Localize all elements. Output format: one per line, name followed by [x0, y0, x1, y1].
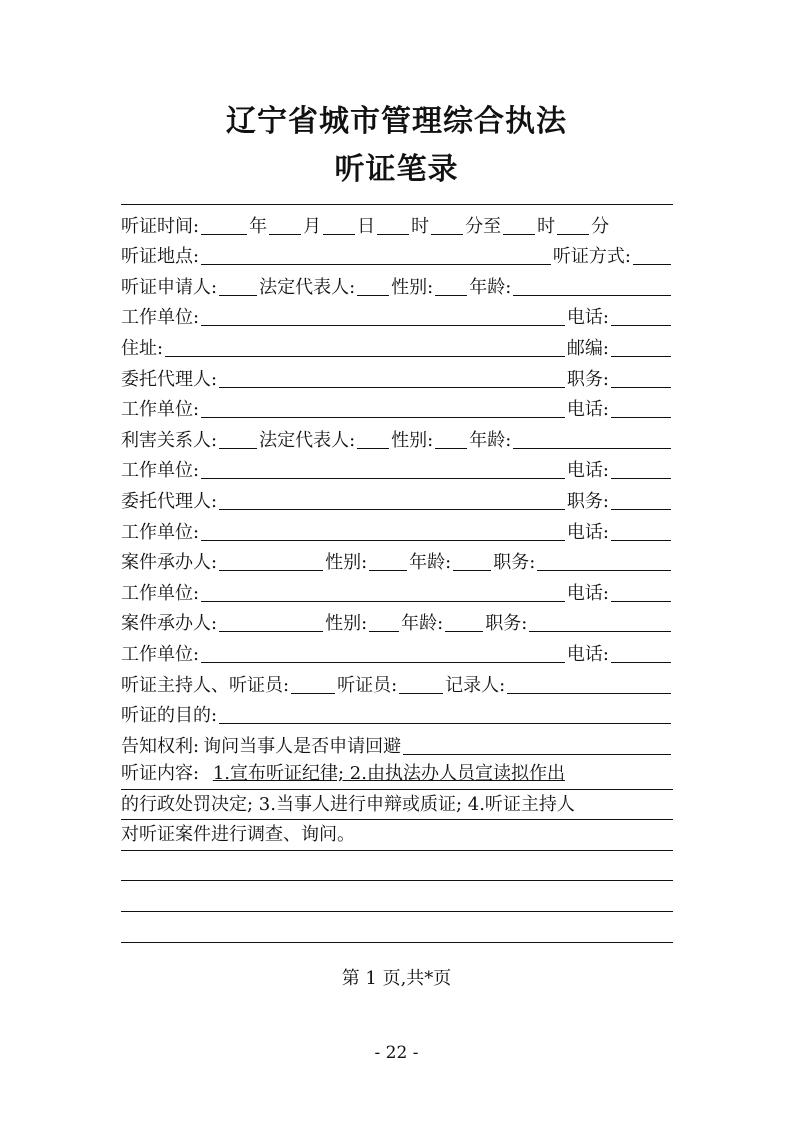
row-purpose [121, 697, 673, 728]
label-legal-rep: 法定代表人: [259, 429, 356, 451]
field-interested-party[interactable] [219, 429, 257, 449]
row-hearing-officers [121, 666, 673, 697]
label-phone: 电话: [566, 582, 609, 604]
field-gender[interactable] [369, 612, 399, 632]
label-work-unit: 工作单位: [121, 521, 200, 543]
blank-line[interactable] [121, 912, 673, 943]
field-phone[interactable] [611, 398, 671, 418]
field-phone[interactable] [611, 306, 671, 326]
field-position[interactable] [611, 490, 671, 510]
blank-line[interactable] [121, 881, 673, 912]
label-work-unit: 工作单位: [121, 643, 200, 665]
label-phone: 电话: [566, 399, 609, 421]
field-minute-start[interactable] [431, 215, 463, 235]
page-indicator: 第 1 页,共*页 [341, 968, 452, 989]
label-applicant: 听证申请人: [121, 276, 218, 298]
label-phone: 电话: [566, 521, 609, 543]
label-gender: 性别: [325, 613, 368, 635]
field-work-unit[interactable] [201, 521, 565, 541]
content-text: 1.宣布听证纪律; 2.由执法办人员宣读拟作出 [212, 763, 565, 784]
field-position[interactable] [611, 368, 671, 388]
field-gender[interactable] [435, 276, 467, 296]
row-case-handler [121, 544, 673, 575]
label-age: 年龄: [469, 429, 512, 451]
label-officer: 听证员: [337, 674, 398, 696]
field-month[interactable] [269, 215, 301, 235]
field-rights-notice[interactable] [403, 735, 671, 755]
field-work-unit[interactable] [201, 398, 565, 418]
row-agent [121, 482, 673, 513]
label-position: 职务: [566, 490, 609, 512]
field-host-officer[interactable] [291, 674, 335, 694]
label-age: 年龄: [401, 613, 444, 635]
field-officer[interactable] [399, 674, 443, 694]
label-month: 月 [303, 215, 322, 237]
label-recorder: 记录人: [445, 674, 506, 696]
rights-notice-text: 询问当事人是否申请回避 [203, 735, 402, 757]
label-interested-party: 利害关系人: [121, 429, 218, 451]
hearing-form [121, 207, 673, 758]
label-case-handler: 案件承办人: [121, 552, 218, 574]
row-case-handler [121, 605, 673, 636]
blank-line[interactable] [121, 851, 673, 882]
label-gender: 性别: [391, 429, 434, 451]
label-position: 职务: [493, 552, 536, 574]
field-phone[interactable] [611, 582, 671, 602]
label-minute-to: 分至 [465, 215, 502, 237]
row-work-unit [121, 299, 673, 330]
field-age[interactable] [513, 276, 671, 296]
field-case-handler[interactable] [219, 551, 323, 571]
label-work-unit: 工作单位: [121, 399, 200, 421]
row-work-unit [121, 635, 673, 666]
row-work-unit [121, 452, 673, 483]
field-phone[interactable] [611, 643, 671, 663]
label-address: 住址: [121, 337, 164, 359]
label-content: 听证内容: [121, 763, 200, 784]
field-hearing-mode[interactable] [633, 245, 671, 265]
row-work-unit [121, 391, 673, 422]
label-hour-end: 时 [537, 215, 556, 237]
field-year[interactable] [201, 215, 247, 235]
field-position[interactable] [537, 551, 671, 571]
label-hour-start: 时 [411, 215, 430, 237]
label-legal-rep: 法定代表人: [259, 276, 356, 298]
label-case-handler: 案件承办人: [121, 613, 218, 635]
field-legal-rep[interactable] [357, 429, 389, 449]
field-agent[interactable] [219, 490, 565, 510]
label-position: 职务: [566, 368, 609, 390]
row-address [121, 329, 673, 360]
field-age[interactable] [453, 551, 491, 571]
field-phone[interactable] [611, 459, 671, 479]
label-minute-end: 分 [591, 215, 610, 237]
field-age[interactable] [445, 612, 483, 632]
label-year: 年 [249, 215, 268, 237]
label-phone: 电话: [566, 460, 609, 482]
field-hearing-place[interactable] [201, 245, 551, 265]
field-gender[interactable] [369, 551, 407, 571]
label-work-unit: 工作单位: [121, 460, 200, 482]
field-phone[interactable] [611, 521, 671, 541]
row-rights-notice [121, 727, 673, 758]
field-age[interactable] [513, 429, 671, 449]
row-hearing-place [121, 238, 673, 269]
field-work-unit[interactable] [201, 643, 565, 663]
page-number: - 22 - [374, 1043, 419, 1063]
label-hearing-time: 听证时间: [121, 215, 200, 237]
content-line [121, 759, 673, 790]
field-gender[interactable] [435, 429, 467, 449]
document-subtitle: 听证笔录 [334, 152, 459, 187]
field-legal-rep[interactable] [357, 276, 389, 296]
label-purpose: 听证的目的: [121, 705, 218, 727]
field-day[interactable] [323, 215, 355, 235]
label-rights-notice: 告知权利: [121, 735, 200, 757]
field-address[interactable] [165, 337, 565, 357]
label-gender: 性别: [325, 552, 368, 574]
label-agent: 委托代理人: [121, 368, 218, 390]
field-work-unit[interactable] [201, 306, 565, 326]
label-agent: 委托代理人: [121, 490, 218, 512]
label-age: 年龄: [409, 552, 452, 574]
label-position: 职务: [485, 613, 528, 635]
field-work-unit[interactable] [201, 459, 565, 479]
label-postcode: 邮编: [566, 337, 609, 359]
field-hour-start[interactable] [377, 215, 409, 235]
content-line: 的行政处罚决定; 3.当事人进行申辩或质证; 4.听证主持人 [121, 790, 673, 821]
field-minute-end[interactable] [557, 215, 589, 235]
label-work-unit: 工作单位: [121, 307, 200, 329]
field-purpose[interactable] [219, 704, 671, 724]
label-phone: 电话: [566, 307, 609, 329]
document-title: 辽宁省城市管理综合执法 [226, 104, 567, 139]
label-work-unit: 工作单位: [121, 582, 200, 604]
label-gender: 性别: [391, 276, 434, 298]
header-divider [121, 204, 673, 205]
field-work-unit[interactable] [201, 582, 565, 602]
field-recorder[interactable] [507, 674, 671, 694]
row-work-unit [121, 574, 673, 605]
field-agent[interactable] [219, 368, 565, 388]
field-position[interactable] [529, 612, 671, 632]
field-applicant[interactable] [219, 276, 257, 296]
row-agent [121, 360, 673, 391]
label-phone: 电话: [566, 643, 609, 665]
content-line: 对听证案件进行调查、询问。 [121, 820, 673, 851]
label-hearing-place: 听证地点: [121, 246, 200, 268]
row-work-unit [121, 513, 673, 544]
row-hearing-time [121, 207, 673, 238]
field-postcode[interactable] [611, 337, 671, 357]
row-applicant [121, 268, 673, 299]
row-interested-party [121, 421, 673, 452]
label-age: 年龄: [469, 276, 512, 298]
hearing-content [121, 759, 673, 943]
field-case-handler[interactable] [219, 612, 323, 632]
field-hour-end[interactable] [503, 215, 535, 235]
label-host-and-officer: 听证主持人、听证员: [121, 674, 290, 696]
label-day: 日 [357, 215, 376, 237]
label-hearing-mode: 听证方式: [552, 246, 631, 268]
